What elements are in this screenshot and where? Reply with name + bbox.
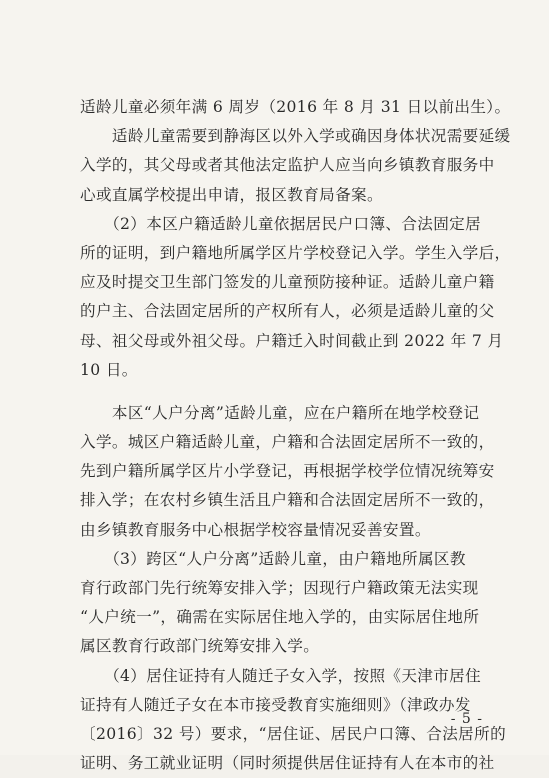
text-line: 适龄儿童必须年满 6 周岁（2016 年 8 月 31 日以前出生）。 (80, 98, 511, 116)
paragraph-3 (80, 399, 495, 545)
text-line: 证明、务工就业证明（同时须提供居住证持有人在本市的社 (80, 754, 495, 773)
text-line: （4）居住证持有人随迁子女入学，按照《天津市居住 (80, 666, 482, 685)
page-number: - 5 - (450, 711, 483, 727)
paragraph-2 (80, 210, 511, 385)
text-line: 由乡镇教育服务中心根据学校容量情况妥善安置。 (80, 520, 431, 539)
text-line: （2）本区户籍适龄儿童依据居民户口簿、合法固定居 (80, 214, 482, 233)
text-line: 10 日。 (80, 360, 138, 379)
text-line: 排入学；在农村乡镇生活且户籍和合法固定居所不一致的， (80, 491, 495, 510)
text-line: 入学。城区户籍适龄儿童，户籍和合法固定居所不一致的， (80, 433, 495, 452)
text-line: 心或直属学校提出申请，报区教育局备案。 (80, 185, 383, 204)
text-line: 入学的，其父母或者其他法定监护人应当向乡镇教育服务中 (80, 156, 495, 175)
text-line: 育行政部门先行统筹安排入学；因现行户籍政策无法实现 (80, 579, 479, 597)
paragraph-5 (80, 662, 507, 778)
paragraph-gap (80, 385, 480, 399)
text-line: 证持有人随迁子女在本市接受教育实施细则》（津政办发 (80, 695, 471, 714)
text-line: 先到户籍所属学区片小学登记，再根据学校学位情况统筹安 (80, 462, 495, 481)
text-line: 属区教育行政部门统筹安排入学。 (80, 637, 320, 656)
text-line: 应及时提交卫生部门签发的儿童预防接种证。适龄儿童户籍 (80, 273, 495, 292)
paragraph-1 (80, 93, 511, 210)
text-line: （3）跨区“人户分离”适龄儿童，由户籍地所属区教 (80, 549, 466, 568)
body-text (80, 93, 511, 778)
text-line: 〔2016〕32 号）要求，“居住证、居民户口簿、合法居所的 (80, 724, 507, 743)
text-line: 适龄儿童需要到静海区以外入学或确因身体状况需要延缓 (80, 127, 511, 146)
text-line: 所的证明，到户籍地所属学区片学校登记入学。学生入学后， (80, 243, 511, 262)
text-line: 本区“人户分离”适龄儿童，应在户籍所在地学校登记 (80, 403, 480, 422)
paragraph-4 (80, 545, 480, 662)
text-line: “人户统一”，确需在实际居住地入学的，由实际居住地所 (80, 608, 480, 627)
text-line: 的户主、合法固定居所的产权所有人，必须是适龄儿童的父 (80, 302, 495, 321)
text-line: 母、祖父母或外祖父母。户籍迁入时间截止到 2022 年 7 月 (80, 331, 504, 350)
